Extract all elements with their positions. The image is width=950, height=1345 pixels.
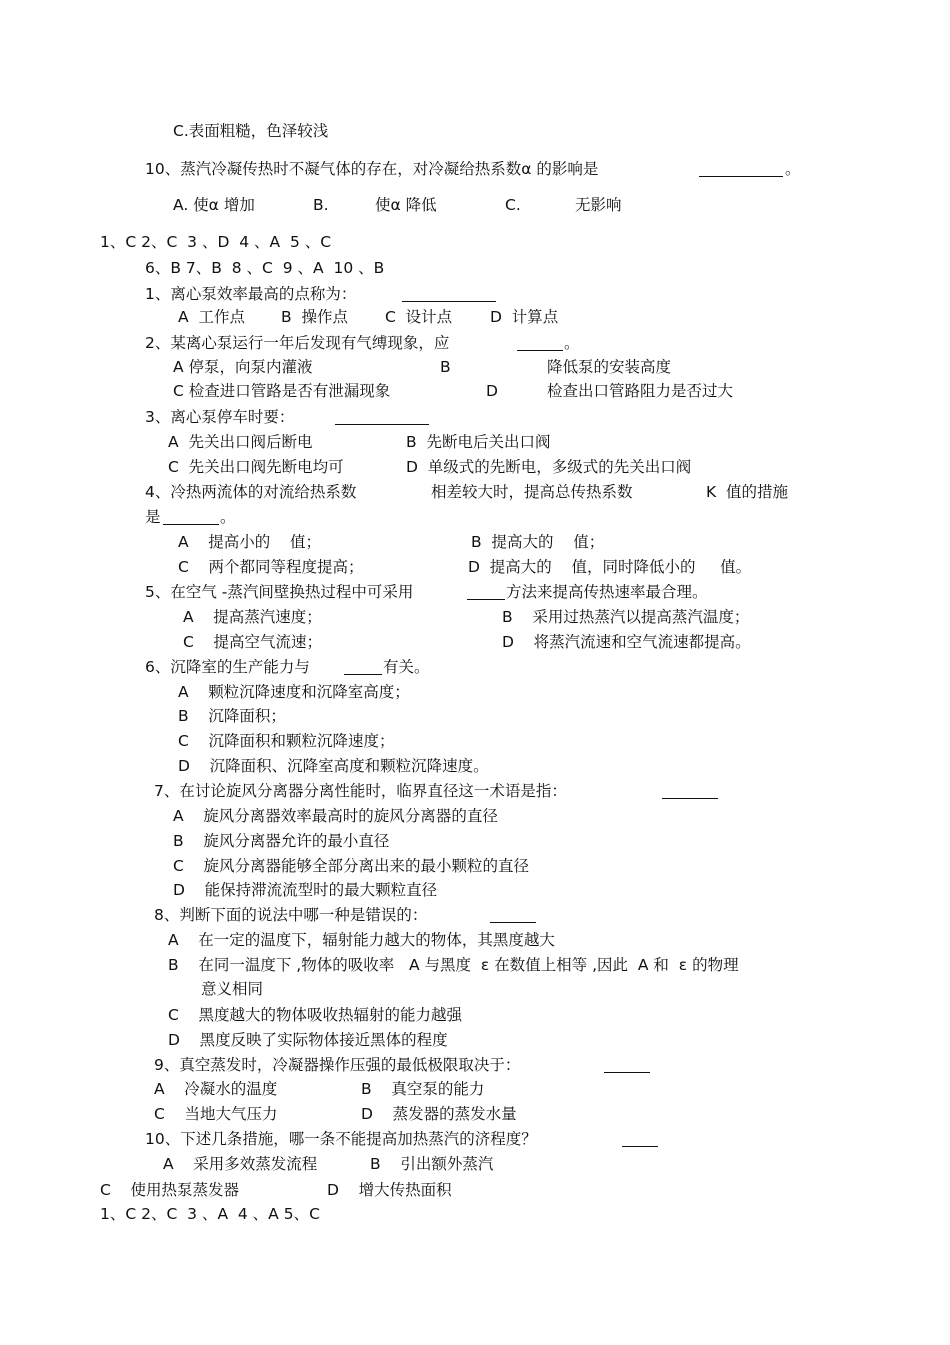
option-a: A 工作点 [178,308,245,326]
option-a: A 采用多效蒸发流程 [163,1155,318,1173]
option-d: D 增大传热面积 [327,1181,452,1199]
text-line: C.表面粗糙，色泽较浅 [173,122,329,140]
answer-blank [335,410,429,425]
option-b: B 引出额外蒸汽 [370,1155,494,1173]
answer-blank [699,162,783,177]
option-d: D 蒸发器的蒸发水量 [361,1105,517,1123]
option-a: A 颗粒沉降速度和沉降室高度； [178,683,410,701]
option-d: D 单级式的先断电，多级式的先关出口阀 [406,458,692,476]
answer-blank [662,784,718,799]
answer-blank [604,1058,650,1073]
answer-blank [344,660,382,675]
question-1-stem: 1、离心泵效率最高的点称为： [145,285,357,303]
question-4-stem: 4、冷热两流体的对流给热系数 [145,483,357,501]
option-c: C 旋风分离器能够全部分离出来的最小颗粒的直径 [173,857,530,875]
text-line: 相差较大时，提高总传热系数 [431,483,633,501]
option-b-label: B. [313,196,329,214]
option-a: A 提高小的 值； [178,533,322,551]
text-line: 。 [564,334,580,352]
option-a: A 先关出口阀后断电 [168,433,313,451]
option-d: D 计算点 [490,308,559,326]
option-c: C 设计点 [385,308,453,326]
text-line: 有关。 [383,658,430,676]
question-5-stem: 5、在空气 -蒸汽间壁换热过程中可采用 [145,583,414,601]
option-a: A 在一定的温度下，辐射能力越大的物体，其黑度越大 [168,931,555,949]
option-b: B 沉降面积； [178,707,286,725]
option-c: C 先关出口阀先断电均可 [168,458,344,476]
question-3-stem: 3、离心泵停车时要： [145,408,295,426]
question-8-stem: 8、判断下面的说法中哪一种是错误的： [154,906,428,924]
option-b: B 在同一温度下 ,物体的吸收率 A 与黑度 ε 在数值上相等 ,因此 A 和 ε 的物理 [168,956,739,974]
option-b: B 提高大的 值； [471,533,605,551]
answer-blank [467,585,505,600]
option-a: A 停泵，向泵内灌液 [173,358,313,376]
option-c: C 使用热泵蒸发器 [100,1181,240,1199]
option-b: 使α 降低 [375,196,437,214]
text-line: 是 [145,508,161,526]
option-a: A 旋风分离器效率最高时的旋风分离器的直径 [173,807,498,825]
text-line: 方法来提高传热速率最合理。 [506,583,708,601]
answer-blank [402,287,496,302]
text-line: 。 [785,160,801,178]
option-b: B 旋风分离器允许的最小直径 [173,832,390,850]
option-c: C 检查进口管路是否有泄漏现象 [173,382,391,400]
option-c: C 沉降面积和颗粒沉降速度； [178,732,395,750]
option-a: A. 使α 增加 [173,196,255,214]
option-b: 降低泵的安装高度 [547,358,672,376]
option-a: A 冷凝水的温度 [154,1080,278,1098]
answer-key: 1、C 2、C 3 、A 4 、A 5、C [100,1205,320,1223]
question-10-stem: 10、下述几条措施，哪一条不能提高加热蒸汽的济程度？ [145,1130,537,1148]
option-c: C 两个都同等程度提高； [178,558,364,576]
question-2-stem: 2、某离心泵运行一年后发现有气缚现象，应 [145,334,450,352]
option-b: B 采用过热蒸汽以提高蒸汽温度； [502,608,750,626]
question-6-stem: 6、沉降室的生产能力与 [145,658,310,676]
text-line: K 值的措施 [706,483,789,501]
option-b-continued: 意义相同 [201,980,264,998]
text-line: 。 [220,508,236,526]
option-b: B 操作点 [281,308,348,326]
option-d: D 提高大的 值，同时降低小的 值。 [468,558,752,576]
option-b: B 真空泵的能力 [361,1080,485,1098]
question-9-stem: 9、真空蒸发时，冷凝器操作压强的最低极限取决于： [154,1056,521,1074]
question-7-stem: 7、在讨论旋风分离器分离性能时，临界直径这一术语是指： [154,782,567,800]
question-10-stem: 10、蒸汽冷凝传热时不凝气体的存在，对冷凝给热系数α 的影响是 [145,160,599,178]
option-d-label: D [486,382,498,400]
option-d: D 将蒸汽流速和空气流速都提高。 [502,633,751,651]
option-d: D 黑度反映了实际物体接近黑体的程度 [168,1031,448,1049]
option-d: 检查出口管路阻力是否过大 [547,382,734,400]
option-c: C 黑度越大的物体吸收热辐射的能力越强 [168,1006,463,1024]
answer-key: 6、B 7、B 8 、C 9 、A 10 、B [145,259,385,277]
option-c-label: C. [505,196,521,214]
option-d: D 能保持滞流流型时的最大颗粒直径 [173,881,438,899]
option-b: B 先断电后关出口阀 [406,433,551,451]
option-c: C 提高空气流速； [183,633,323,651]
option-c: C 当地大气压力 [154,1105,278,1123]
option-a: A 提高蒸汽速度； [183,608,322,626]
answer-blank [163,510,219,525]
answer-blank [490,908,536,923]
answer-blank [517,336,563,351]
answer-blank [622,1132,658,1147]
answer-key: 1、C 2、C 3 、D 4 、A 5 、C [100,233,332,251]
option-d: D 沉降面积、沉降室高度和颗粒沉降速度。 [178,757,489,775]
option-c: 无影响 [575,196,622,214]
option-b-label: B [440,358,451,376]
